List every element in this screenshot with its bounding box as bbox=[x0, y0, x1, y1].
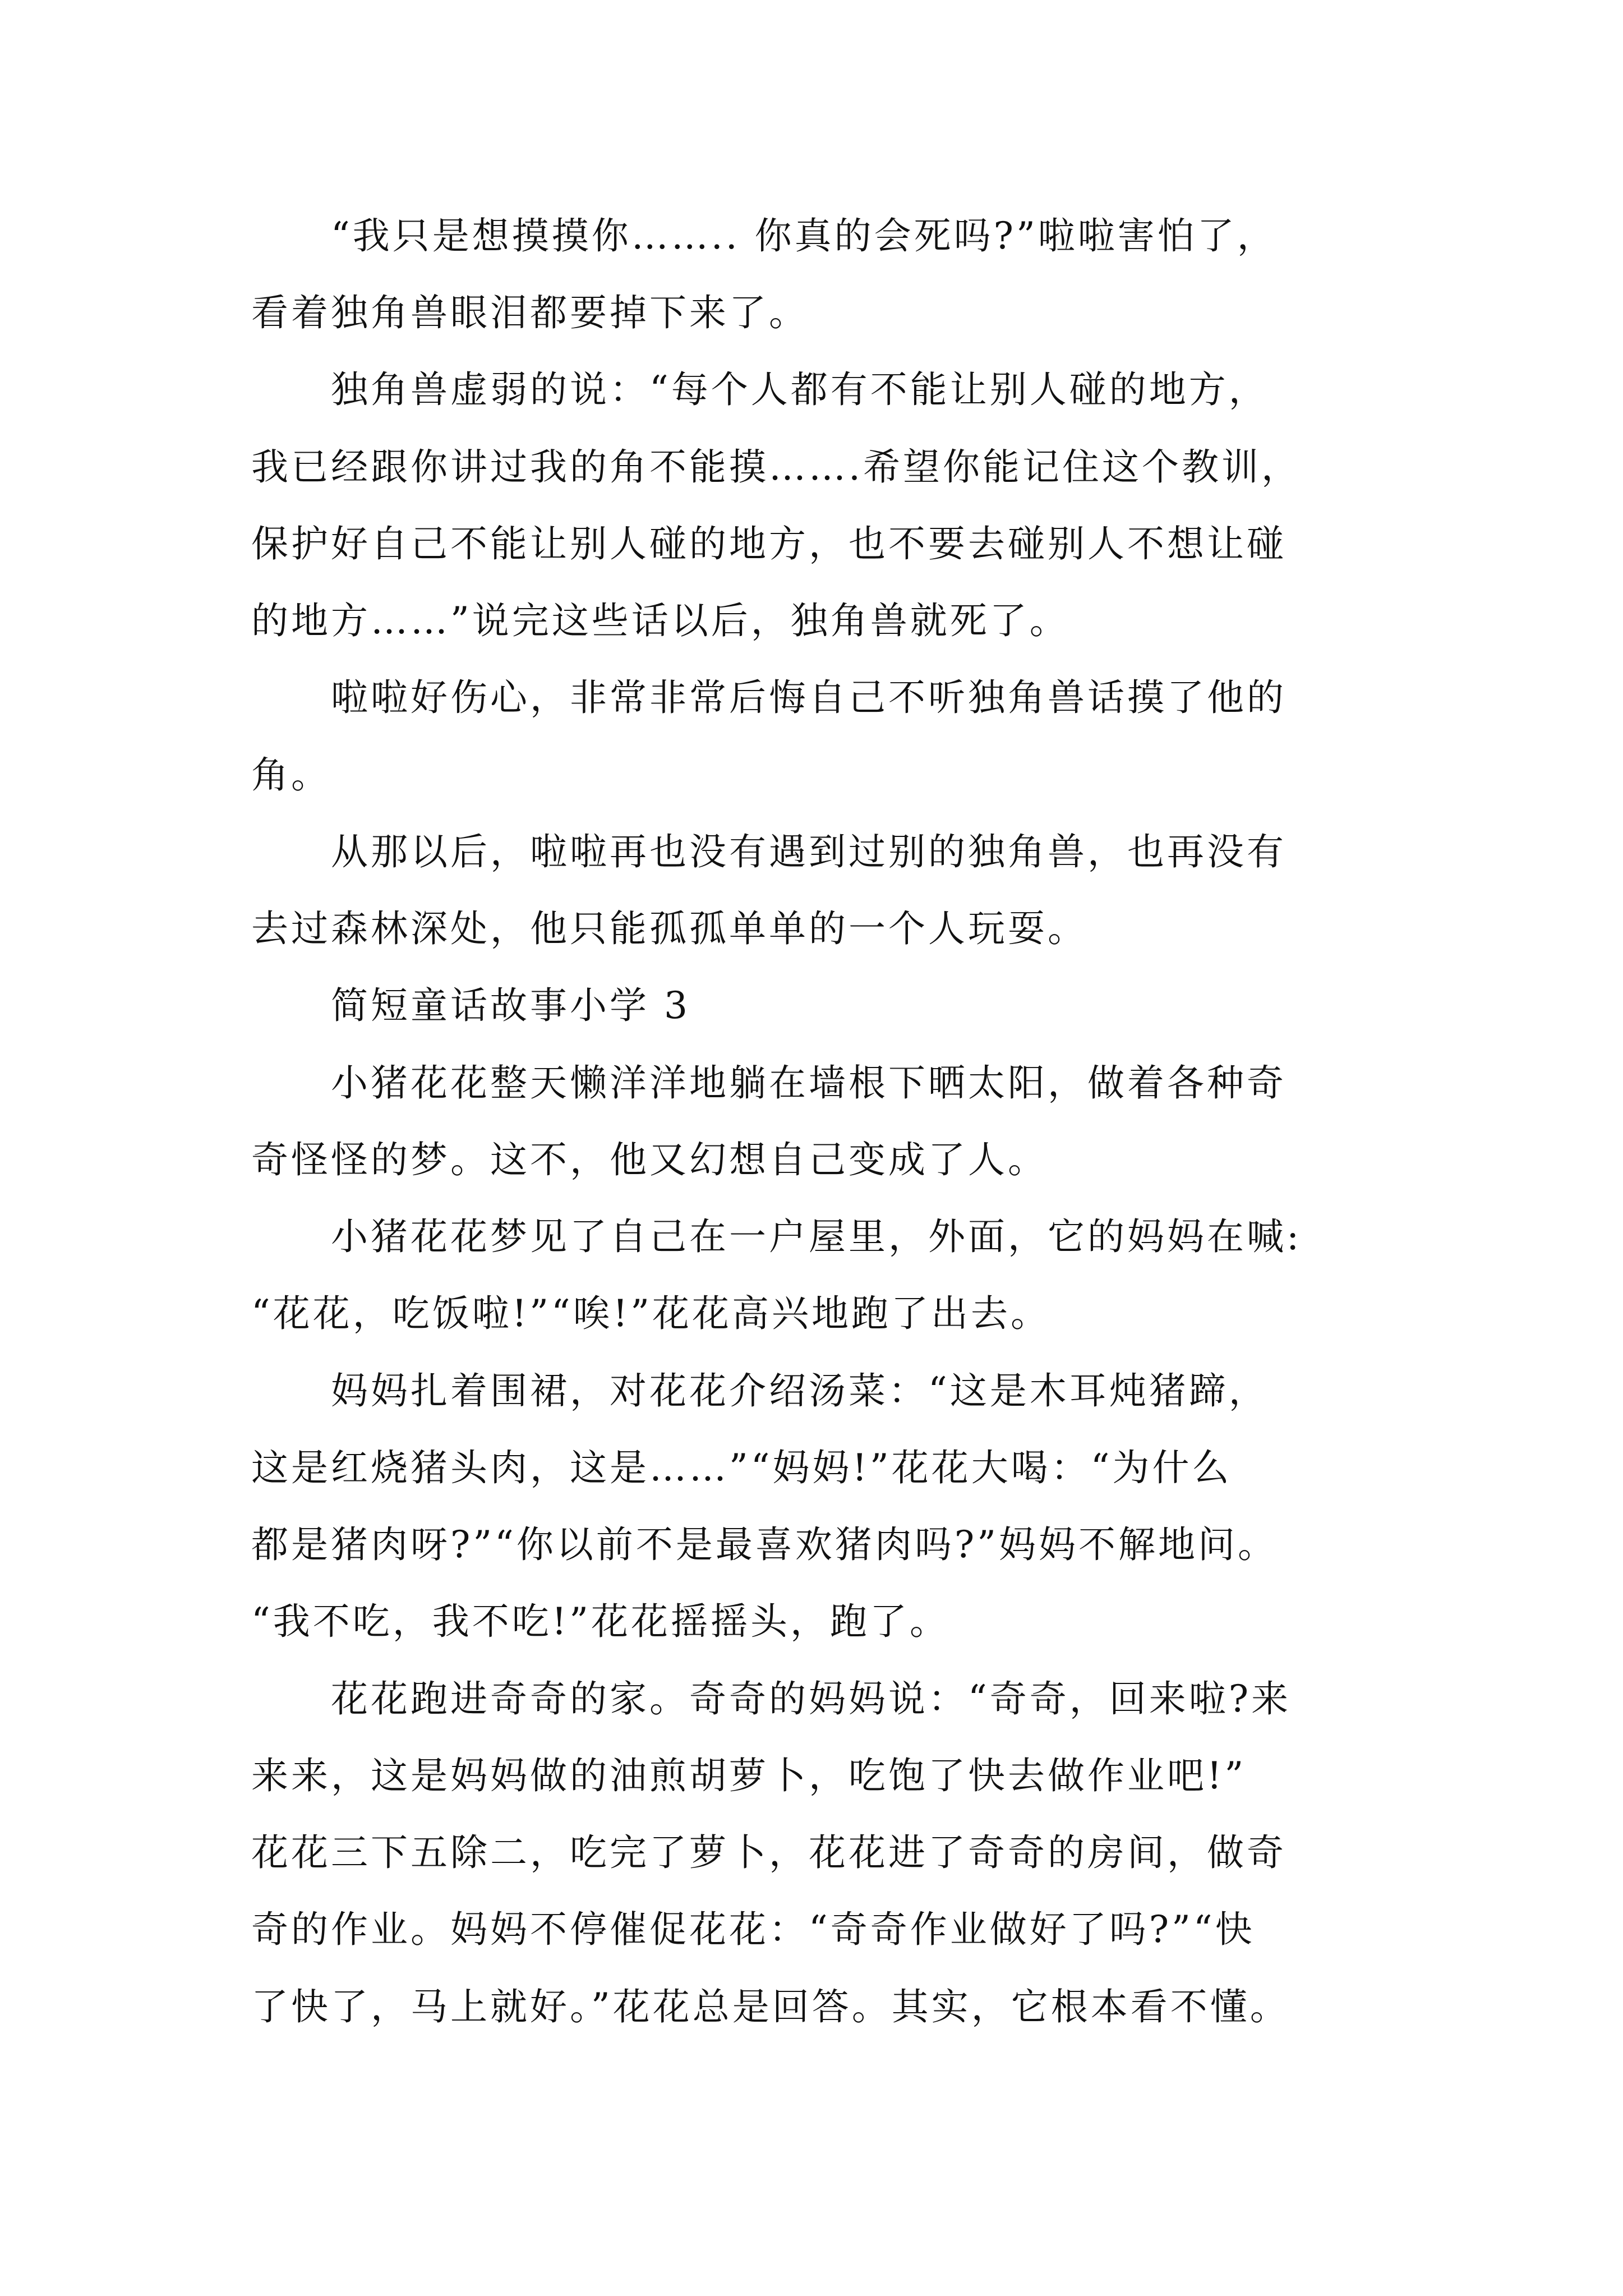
text-line: 独角兽虚弱的说：“每个人都有不能让别人碰的地方， bbox=[331, 368, 1269, 411]
text-line: 小猪花花整天懒洋洋地躺在墙根下晒太阳，做着各种奇 bbox=[331, 1061, 1287, 1105]
text-line: 这是红烧猪头肉，这是……”“妈妈!”花花大喝：“为什么 bbox=[251, 1446, 1232, 1489]
text-line: 啦啦好伤心，非常非常后悔自己不听独角兽话摸了他的 bbox=[331, 676, 1287, 719]
text-line: 小猪花花梦见了自己在一户屋里，外面，它的妈妈在喊: bbox=[331, 1215, 1302, 1258]
text-line: 来来，这是妈妈做的油煎胡萝卜，吃饱了快去做作业吧!” bbox=[251, 1754, 1247, 1797]
text-line: “花花，吃饭啦!”“唉!”花花高兴地跑了出去。 bbox=[251, 1292, 1051, 1335]
text-line: 妈妈扎着围裙，对花花介绍汤菜：“这是木耳炖猪蹄， bbox=[331, 1369, 1269, 1412]
text-line: 花花跑进奇奇的家。奇奇的妈妈说：“奇奇，回来啦?来 bbox=[331, 1677, 1292, 1720]
text-line: 看着独角兽眼泪都要掉下来了。 bbox=[251, 291, 809, 334]
text-line: 的地方……”说完这些话以后，独角兽就死了。 bbox=[251, 599, 1069, 642]
text-line: 花花三下五除二，吃完了萝卜，花花进了奇奇的房间，做奇 bbox=[251, 1831, 1287, 1874]
text-line: 角。 bbox=[251, 753, 331, 797]
text-line: 奇怪怪的梦。这不，他又幻想自己变成了人。 bbox=[251, 1138, 1048, 1181]
text-line: “我只是想摸摸你…….. 你真的会死吗?”啦啦害怕了， bbox=[331, 214, 1277, 257]
text-line: 保护好自己不能让别人碰的地方，也不要去碰别人不想让碰 bbox=[251, 522, 1287, 565]
section-heading: 简短童话故事小学 3 bbox=[331, 984, 690, 1027]
text-line: 了快了，马上就好。”花花总是回答。其实，它根本看不懂。 bbox=[251, 1985, 1290, 2028]
text-line: 奇的作业。妈妈不停催促花花：“奇奇作业做好了吗?”“快 bbox=[251, 1908, 1255, 1951]
text-line: 从那以后，啦啦再也没有遇到过别的独角兽，也再没有 bbox=[331, 830, 1287, 873]
text-line: “我不吃，我不吃!”花花摇摇头，跑了。 bbox=[251, 1600, 950, 1643]
text-line: 去过森林深处，他只能孤孤单单的一个人玩耍。 bbox=[251, 907, 1087, 950]
text-line: 都是猪肉呀?”“你以前不是最喜欢猪肉吗?”妈妈不解地问。 bbox=[251, 1523, 1278, 1566]
text-line: 我已经跟你讲过我的角不能摸…….希望你能记住这个教训， bbox=[251, 445, 1301, 489]
